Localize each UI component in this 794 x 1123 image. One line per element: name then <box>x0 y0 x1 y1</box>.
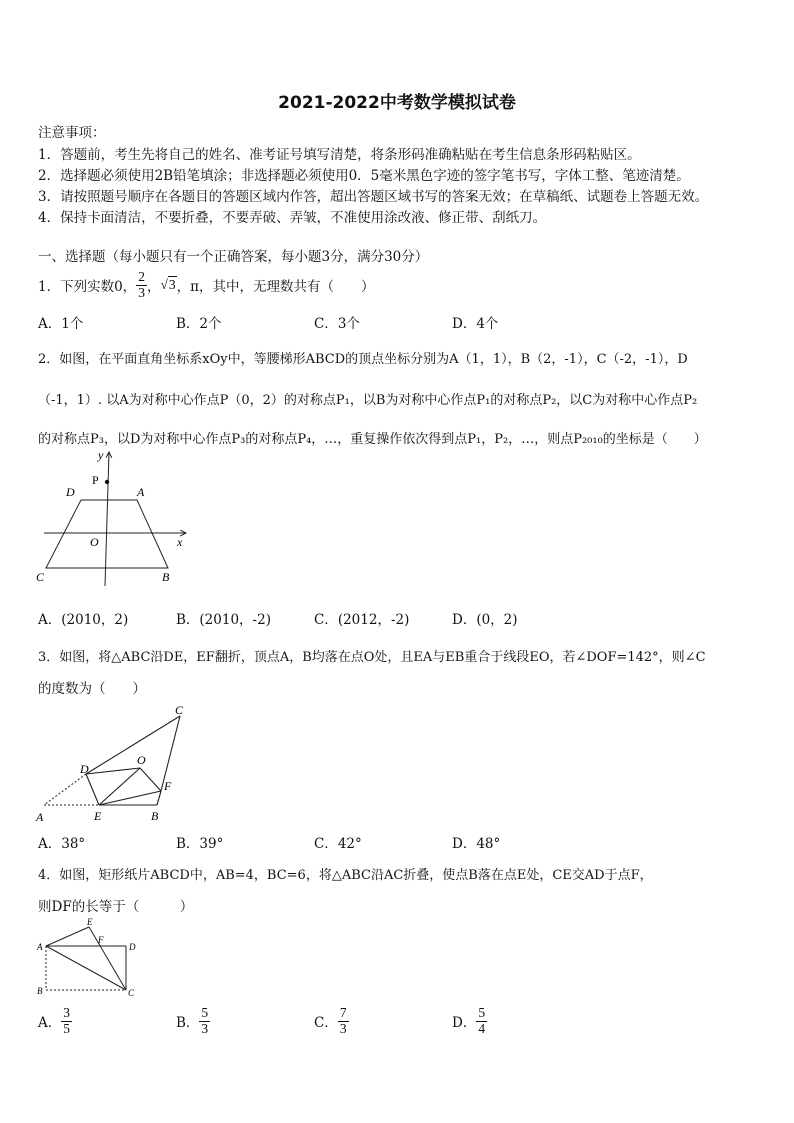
q4-line1: 4．如图，矩形纸片ABCD中，AB=4，BC=6，将△ABC沿AC折叠，使点B落在点E处，CE交AD于点F， <box>38 868 653 883</box>
label-f: F <box>164 779 172 793</box>
q3-option-c: C．42° <box>314 836 362 852</box>
q2-option-d: D．(0，2) <box>452 612 518 628</box>
frac-den: 4 <box>478 1020 486 1036</box>
frac-den: 5 <box>63 1020 70 1036</box>
label-y: y <box>98 448 104 462</box>
q1-prefix: 1．下列实数0， <box>38 279 137 295</box>
option-label: D． <box>452 1015 477 1031</box>
label-b: B <box>162 570 170 584</box>
section-heading: 一、选择题（每小题只有一个正确答案，每小题3分，满分30分） <box>38 249 429 265</box>
label-p: P <box>92 473 99 487</box>
label-d: D <box>66 485 75 499</box>
frac-num: 7 <box>339 1004 347 1020</box>
q1-fraction <box>136 270 147 301</box>
option-label: C． <box>314 1015 338 1031</box>
q1-sep2: ，π，其中，无理数共有（ ） <box>176 279 375 295</box>
q2-option-a: A．(2010，2) <box>38 612 129 628</box>
option-label: A． <box>38 1015 62 1031</box>
q1-option-a: A．1个 <box>38 316 84 332</box>
q1-sep1: ， <box>146 279 161 295</box>
q3-line1: 3．如图，将△ABC沿DE，EF翻折，顶点A，B均落在点O处，且EA与EB重合于线段EO，若∠DOF=142°，则∠C <box>38 650 706 665</box>
notice-item: 2．选择题必须使用2B铅笔填涂；非选择题必须使用0．5毫米黑色字迹的签字笔书写，字体工整、笔迹清楚。 <box>38 168 690 184</box>
label-c: C <box>175 703 184 717</box>
q3-option-b: B．39° <box>176 836 224 852</box>
q4-option-a <box>38 1002 72 1040</box>
q2-line2: （-1，1）. 以A为对称中心作点P（0，2）的对称点P₁，以B为对称中心作点P₁的对称点P₂，以C为对称中心作点P₂ <box>38 393 698 408</box>
label-a: A <box>36 810 44 824</box>
q1-frac-num: 2 <box>138 268 145 284</box>
q2-figure <box>34 446 194 586</box>
q4-option-c <box>314 1002 349 1040</box>
sqrt-sign: √ <box>160 277 168 292</box>
q1-option-d: D．4个 <box>452 316 499 332</box>
label-o: O <box>90 535 99 549</box>
q1-frac-den: 3 <box>138 284 145 300</box>
label-o: O <box>137 753 146 767</box>
q2-option-b: B．(2010，-2) <box>176 612 271 628</box>
q4-option-b <box>176 1002 210 1040</box>
q2-line1: 2．如图，在平面直角坐标系xOy中，等腰梯形ABCD的顶点坐标分别为A（1，1），B（2，-1），C（-2，-1），D <box>38 352 688 367</box>
label-a: A <box>137 485 145 499</box>
label-c: C <box>128 988 135 998</box>
q2-line3: 的对称点P₃，以D为对称中心作点P₃的对称点P₄，…，重复操作依次得到点P₁，P₂，…，则点P₂₀₁₀的坐标是（ ） <box>38 432 707 447</box>
point-p <box>105 480 109 484</box>
frac-num: 5 <box>201 1004 209 1020</box>
q1-sqrt <box>160 277 176 293</box>
page-title: 2021-2022中考数学模拟试卷 <box>278 93 516 113</box>
notice-item: 3．请按照题号顺序在各题目的答题区域内作答，超出答题区域书写的答案无效；在草稿纸、试题卷上答题无效。 <box>38 189 709 205</box>
q3-line2: 的度数为（ ） <box>38 681 146 697</box>
label-e: E <box>87 917 93 927</box>
q3-option-d: D．48° <box>452 836 501 852</box>
q4-figure <box>34 915 144 1000</box>
notice-item: 1．答题前，考生先将自己的姓名、准考证号填写清楚，将条形码准确粘贴在考生信息条形码粘贴区。 <box>38 147 641 163</box>
q4-line2: 则DF的长等于（ ） <box>38 899 194 915</box>
q3-figure <box>34 700 194 824</box>
label-a: A <box>37 942 43 952</box>
notice-item: 4．保持卡面清洁，不要折叠，不要弄破、弄皱，不准使用涂改液、修正带、刮纸刀。 <box>38 210 547 226</box>
q4-option-d <box>452 1002 487 1040</box>
y-axis <box>105 452 109 586</box>
frac-num: 3 <box>63 1004 70 1020</box>
label-x: x <box>177 535 183 549</box>
q3-option-a: A．38° <box>38 836 86 852</box>
q1-option-b: B．2个 <box>176 316 222 332</box>
notice-heading: 注意事项： <box>38 125 106 141</box>
q1-option-c: C．3个 <box>314 316 360 332</box>
frac-num: 5 <box>478 1004 486 1020</box>
option-label: B． <box>176 1015 200 1031</box>
label-d: D <box>80 762 89 776</box>
frac-den: 3 <box>201 1020 209 1036</box>
frac-den: 3 <box>339 1020 347 1036</box>
label-b: B <box>151 809 159 823</box>
sqrt-radicand: 3 <box>168 277 176 292</box>
label-f: F <box>98 935 104 945</box>
label-e: E <box>94 809 102 823</box>
question-1 <box>38 266 374 304</box>
q2-option-c: C．(2012，-2) <box>314 612 410 628</box>
label-b: B <box>37 986 43 996</box>
label-c: C <box>36 570 45 584</box>
label-d: D <box>129 942 136 952</box>
